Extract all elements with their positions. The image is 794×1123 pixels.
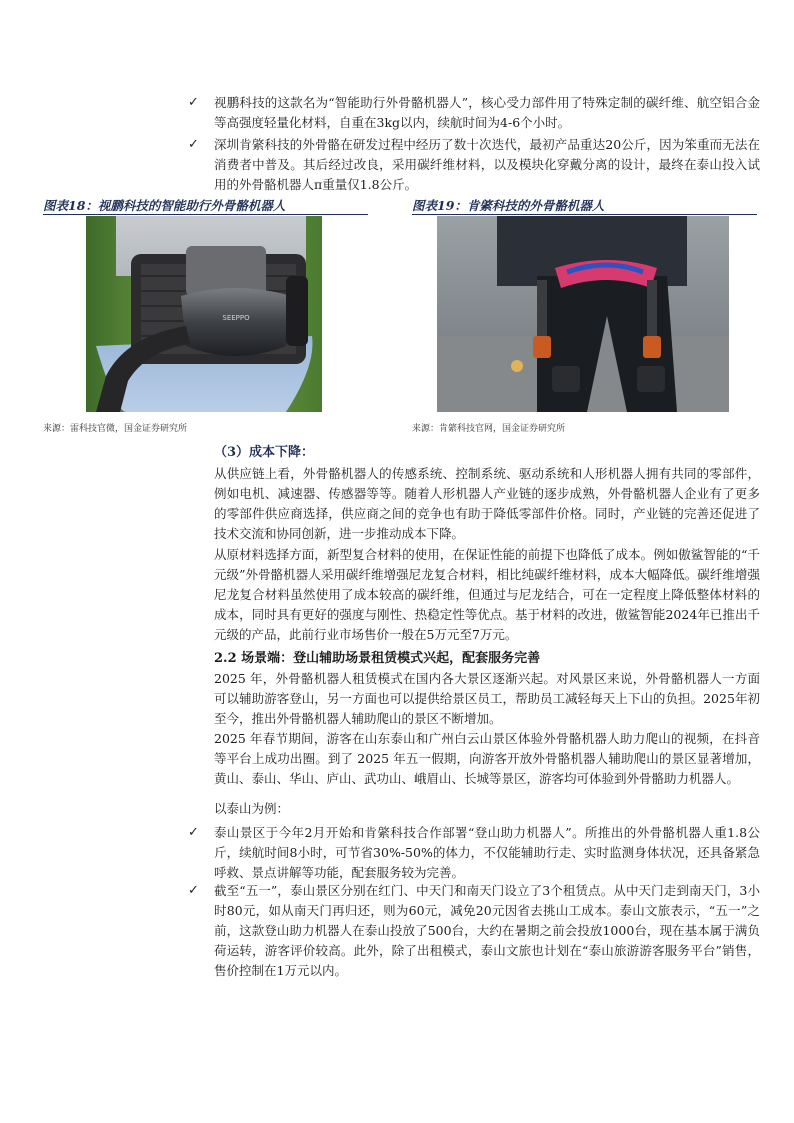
source-note: 来源：雷科技官微，国金证券研究所 <box>43 424 188 434</box>
bullet-item <box>188 135 760 195</box>
paragraph: 从供应链上看，外骨骼机器人的传感系统、控制系统、驱动系统和人形机器人拥有共同的零部件，例如电机、减速器、传感器等等。随着人形机器人产业链的逐步成熟，外骨骼机器人企业有了更多的零部件供应商选择，供应商之间的竞争也有助于降低零部件价格。同时，产业链的完善还促进了技术交流和协同创新，进一步推动成本下降。 <box>214 466 760 541</box>
bullet-text: 视鹏科技的这款名为“智能助行外骨骼机器人”，核心受力部件用了特殊定制的碳纤维、航空铝合金等高强度轻量化材料，自重在3kg以内，续航时间为4-6个小时。 <box>214 95 760 130</box>
bullet-item <box>188 881 760 981</box>
bullet-item <box>188 93 760 133</box>
leg-exoskeleton-image <box>437 216 729 412</box>
figure-caption-19: 图表19：肯綮科技的外骨骼机器人 <box>412 196 757 215</box>
bullet-text: 截至“五一”，泰山景区分别在红门、中天门和南天门设立了3个租赁点。从中天门走到南天门，3小时80元，如从南天门再归还，则为60元，减免20元因省去挑山工成本。泰山文旅表示，“五一”之前，这款登山助力机器人在泰山投放了500台，大约在暑期之前会投放1000台，现在基本属于满负荷运转，游客评价较高。此外，除了出租模式，泰山文旅也计划在“泰山旅游游客服务平台”销售，售价控制在1万元以内。 <box>214 883 760 978</box>
paragraph: 2025 年，外骨骼机器人租赁模式在国内各大景区逐渐兴起。对风景区来说，外骨骼机器人一方面可以辅助游客登山，另一方面也可以提供给景区员工，帮助员工减轻每天上下山的负担。2025年初至今，推出外骨骼机器人辅助爬山的景区不断增加。 <box>214 671 760 726</box>
source-note: 来源：肯綮科技官网，国金证券研究所 <box>412 424 566 434</box>
bullet-text: 泰山景区于今年2月开始和肯綮科技合作部署“登山助力机器人”。所推出的外骨骼机器人重1.8公斤，续航时间8小时，可节省30%-50%的体力，不仅能辅助行走、实时监测身体状况，还具备紧急呼救、景点讲解等功能，配套服务较为完善。 <box>214 825 760 880</box>
check-icon: ✓ <box>188 883 199 898</box>
section-title: 2.2 场景端：登山辅助场景租赁模式兴起，配套服务完善 <box>214 651 541 666</box>
exoskeleton-photo-left <box>86 216 322 412</box>
paragraph: 从原材料选择方面，新型复合材料的使用，在保证性能的前提下也降低了成本。例如傲鲨智能的“千元级”外骨骼机器人采用碳纤维增强尼龙复合材料，相比纯碳纤维材料，成本大幅降低。碳纤维增强尼龙复合材料虽然使用了成本较高的碳纤维，但通过与尼龙结合，可在一定程度上降低整体材料的成本，同时具有更好的强度与刚性、热稳定性等优点。基于材料的改进，傲鲨智能2024年已推出千元级的产品，此前行业市场售价一般在5万元至7万元。 <box>214 547 760 642</box>
check-icon: ✓ <box>188 95 199 110</box>
paragraph: 以泰山为例： <box>214 801 290 816</box>
waist-exoskeleton-image <box>86 216 322 412</box>
brand-label: SEEPPO <box>222 314 250 322</box>
paragraph: 2025 年春节期间，游客在山东泰山和广州白云山景区体验外骨骼机器人助力爬山的视频，在抖音等平台上成功出圈。到了 2025 年五一假期，向游客开放外骨骼机器人辅助爬山的景区显著增加，黄山、泰山、华山、庐山、武功山、峨眉山、长城等景区，游客均可体验到外骨骼助力机器人。 <box>214 731 760 786</box>
check-icon: ✓ <box>188 137 199 152</box>
bullet-item <box>188 823 760 883</box>
bullet-text: 深圳肯綮科技的外骨骼在研发过程中经历了数十次迭代，最初产品重达20公斤，因为笨重而无法在消费者中普及。其后经过改良，采用碳纤维材料，以及模块化穿戴分离的设计，最终在泰山投入试用的外骨骼机器人π重量仅1.8公斤。 <box>214 137 760 192</box>
check-icon: ✓ <box>188 825 199 840</box>
figure-caption-18: 图表18：视鹏科技的智能助行外骨骼机器人 <box>43 196 368 215</box>
subsection-heading: （3）成本下降： <box>214 445 315 460</box>
exoskeleton-photo-right <box>437 216 729 412</box>
